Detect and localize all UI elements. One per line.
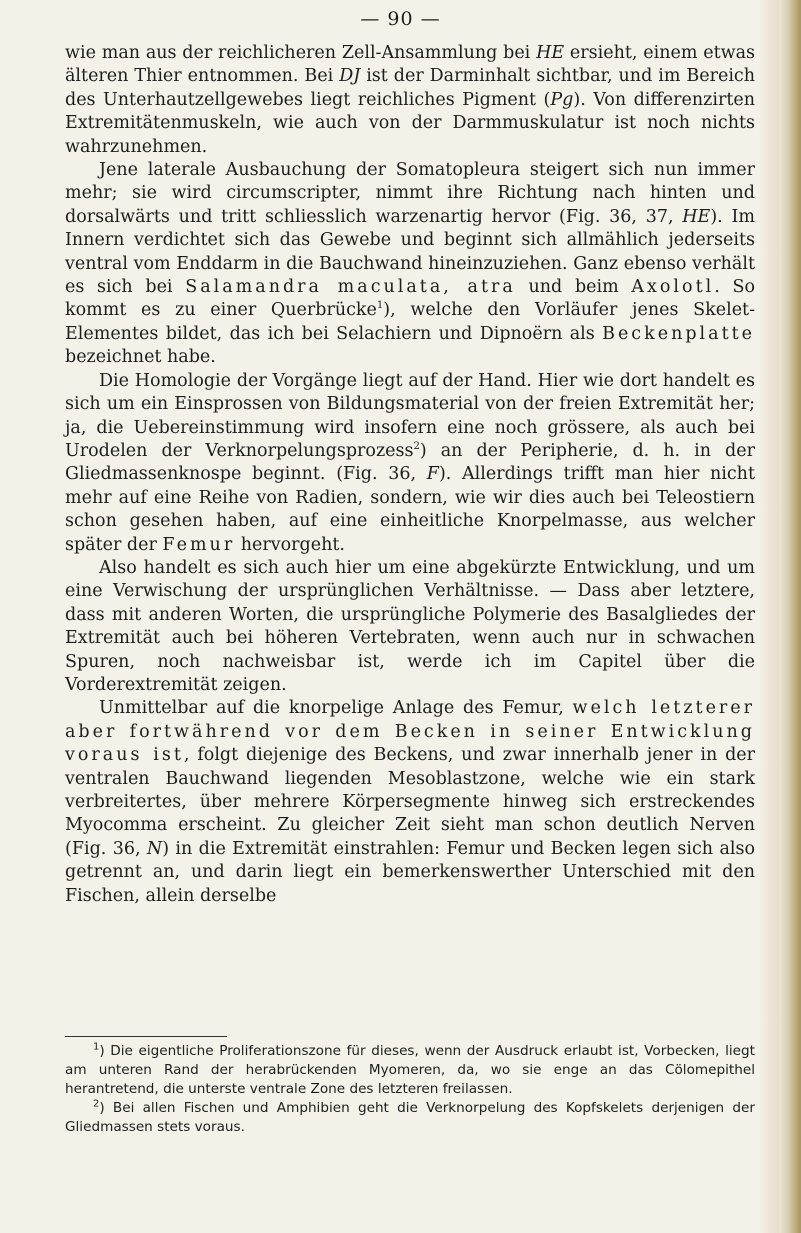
text-run: Unmittelbar auf die knorpelige Anlage des Femur, [99,698,573,719]
footnote-text: ) Bei allen Fischen und Amphibien geht die Verknorpelung des Kopfskelets derjenigen der Gliedmassen stets voraus. [65,1100,755,1135]
figure-label: DJ [339,66,361,87]
text-run: ). Allerdings trifft man hier nicht mehr auf eine Reihe von Radien, sondern, wie wir dies auch bei Teleostiern schon gesehen haben, auf eine einheitliche Knorpelmasse, aus welcher später der [65,464,755,555]
text-run: wie man aus der reichlicheren Zell-Ansammlung bei [65,43,537,63]
spaced-emphasis: Salamandra maculata, atra [185,277,516,298]
page-number: — 90 — [360,8,441,30]
text-run: ) an der Peripherie, d. h. in der Gliedmassenknospe beginnt. (Fig. 36, [65,440,755,485]
paragraph-3 [65,370,755,557]
footnote-ref: 1 [376,300,384,312]
text-run: bezeichnet habe. [65,347,216,368]
text-run: und beim [515,277,632,298]
figure-label: HE [682,206,711,227]
figure-label: Pg [550,89,574,110]
footnote-1 [65,1042,755,1099]
footnote-text: ) Die eigentliche Proliferationszone für dieses, wenn der Ausdruck erlaubt ist, Vorbecken, liegt am unteren Rand der herabrückenden Myomeren, da, wo sie enge an das Cölomepithel herantretend, die unterste ventrale Zone des letzteren freilassen. [65,1043,755,1097]
spaced-emphasis: Beckenplatte [602,323,755,344]
text-run: Jene laterale Ausbauchung der Somatopleura steigert sich nun immer mehr; sie wird circumscripter, nimmt ihre Richtung nach hinten und dorsalwärts und tritt schliesslich warzenartig hervor (Fig. 36, 37, [65,160,755,227]
footnote-rule [65,1036,227,1037]
footnote-2 [65,1099,755,1137]
footnote-mark: 2 [93,1098,100,1110]
spaced-emphasis: welch letzterer aber fortwährend vor dem Becken in seiner Entwicklung voraus ist [65,698,756,766]
paragraph-1 [65,42,755,159]
book-spine-edge [779,0,801,1233]
body-text [65,42,755,908]
text-run: Die Homologie der Vorgänge liegt auf der Hand. Hier wie dort handelt es sich um ein Einsprossen von Bildungsmaterial von der freien Extremität her; ja, die Uebereinstimmung wird insofern eine noch grössere, als auch bei Urodelen der Verknorpelungsprozess [65,370,755,461]
footnote-mark: 1 [93,1041,100,1053]
text-run: ). Im Innern verdichtet sich das Gewebe und beginnt sich allmählich jederseits ventral vom Enddarm in die Bauchwand hineinzuziehen. Ganz ebenso verhält es sich bei [65,206,755,298]
paragraph-2 [65,159,755,370]
figure-label: N [146,838,163,859]
footnotes [65,1042,755,1137]
text-run: ist der Darminhalt sichtbar, und im Bereich des Unterhautzellgewebes liegt reichliches Pigment ( [65,66,755,110]
spaced-emphasis: Femur [162,534,236,555]
text-run: ersieht, einem etwas älteren Thier entnommen. Bei [65,43,756,87]
text-run: Also handelt es sich auch hier um eine abgekürzte Entwicklung, und um eine Verwischung der ursprünglichen Verhältnisse. — Dass aber letztere, dass mit anderen Worten, die ursprüngliche Polymerie des Basalgliedes der Extremität auch bei höheren Vertebraten, wenn auch nur in schwachen Spuren, noch nachweisbar ist, werde ich im Capitel über die Vorderextremität zeigen. [65,557,755,695]
text-run: ) in die Extremität einstrahlen: Femur und Becken legen sich also getrennt an, und darin liegt ein bemerkenswerther Unterschied mit den Fischen, allein derselbe [65,838,755,906]
text-run: ). Von differenzirten Extremitätenmuskeln, wie auch von der Darmmuskulatur ist noch nichts wahrzunehmen. [65,89,755,157]
paragraph-4 [65,557,755,697]
text-run: , folgt diejenige des Beckens, und zwar innerhalb jener in der ventralen Bauchwand liegenden Mesoblastzone, welche wie ein stark verbreitertes, über mehrere Körpersegmente hinweg sich erstreckendes Myocomma erscheint. Zu gleicher Zeit sieht man schon deutlich Nerven (Fig. 36, [65,745,755,859]
spine-shadow [759,0,779,1233]
footnote-ref: 2 [413,441,420,453]
text-run: ), welche den Vorläufer jenes Skelet-Elementes bildet, das ich bei Selachiern und Dipnoërn als [65,300,755,344]
figure-label: F [426,464,439,485]
text-run: hervorgeht. [235,534,345,555]
paragraph-5 [65,697,755,908]
spaced-emphasis: Axolotl [631,277,715,298]
text-run: . So kommt es zu einer Querbrücke [65,277,755,321]
figure-label: HE [536,43,565,63]
